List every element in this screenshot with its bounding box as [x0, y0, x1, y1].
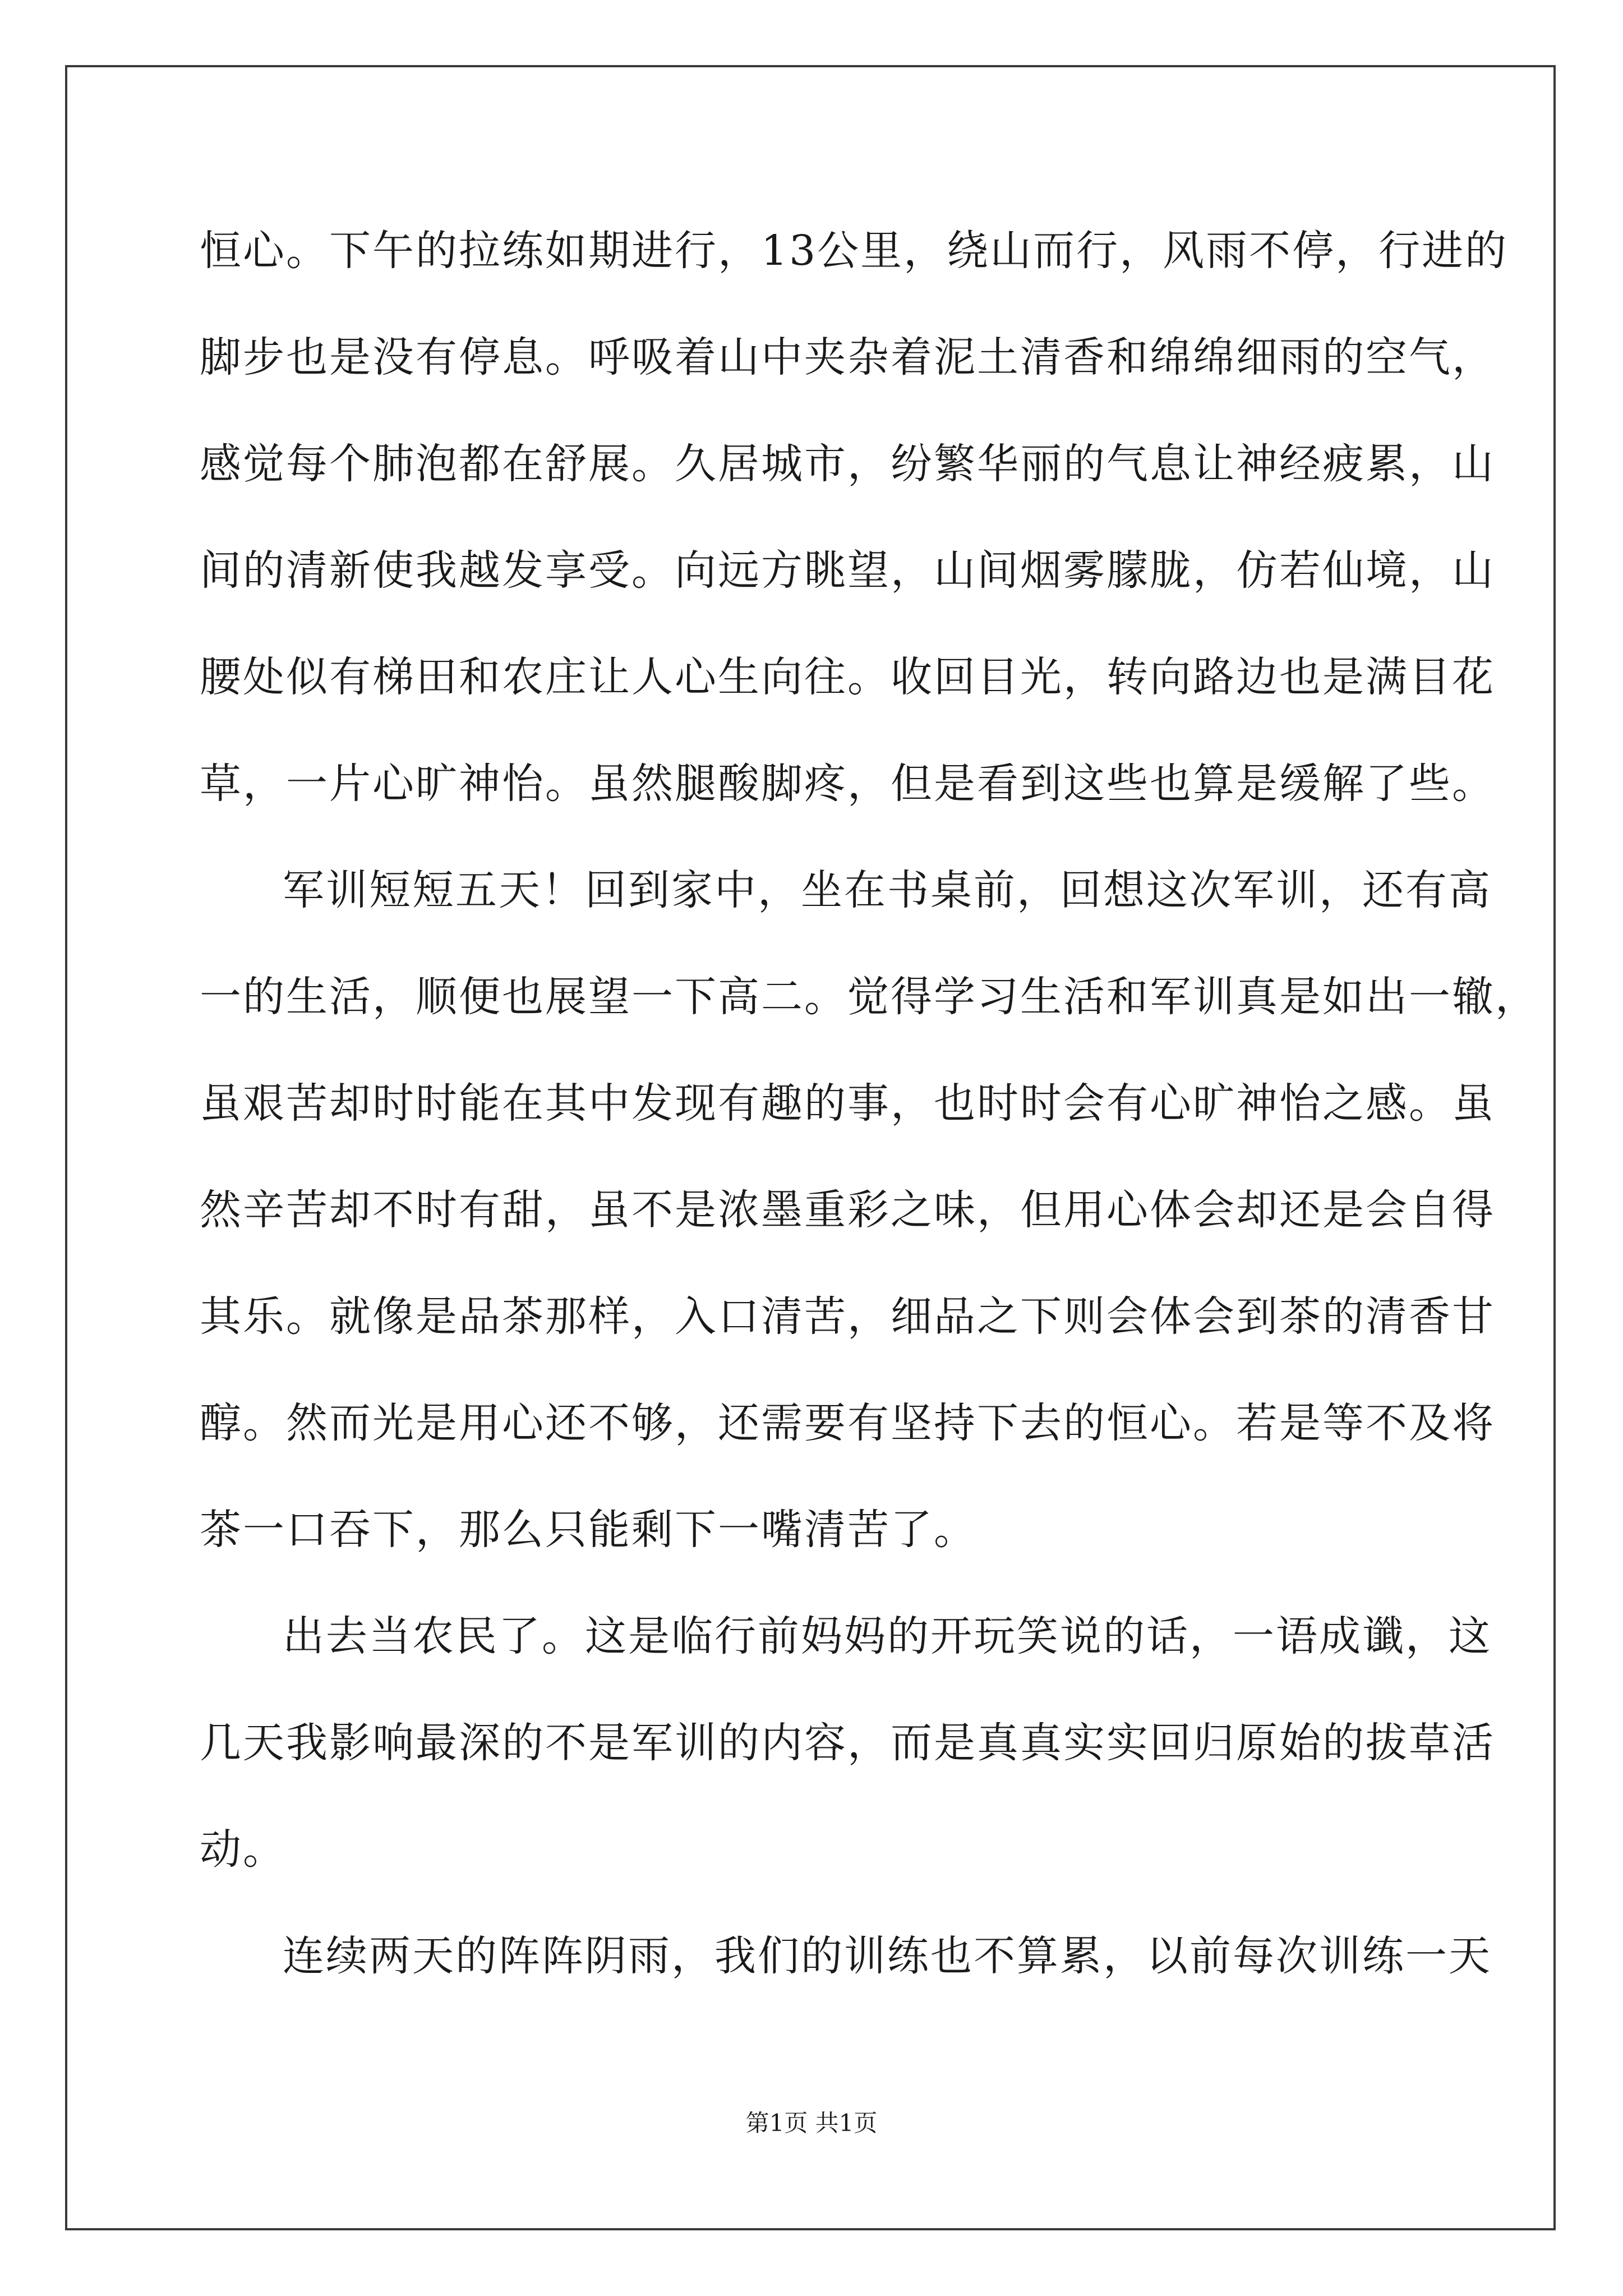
- paragraph-first-line: 军训短短五天！回到家中，坐在书桌前，回想这次军训，还有高: [283, 866, 1492, 914]
- text-line: 恒心。下午的拉练如期进行，13公里，绕山而行，风雨不停，行进的: [200, 227, 1509, 275]
- page-border: [65, 65, 1556, 2230]
- text-line: 草，一片心旷神怡。虽然腿酸脚疼，但是看到这些也算是缓解了些。: [200, 760, 1495, 808]
- text-line: 醇。然而光是用心还不够，还需要有坚持下去的恒心。若是等不及将: [200, 1399, 1495, 1447]
- text-line: 感觉每个肺泡都在舒展。久居城市，纷繁华丽的气息让神经疲累，山: [200, 440, 1495, 488]
- text-line: 间的清新使我越发享受。向远方眺望，山间烟雾朦胧，仿若仙境，山: [200, 546, 1495, 595]
- text-line: 脚步也是没有停息。呼吸着山中夹杂着泥土清香和绵绵细雨的空气，: [200, 333, 1495, 381]
- text-line: 动。: [200, 1825, 286, 1874]
- text-line: 几天我影响最深的不是军训的内容，而是真真实实回归原始的拔草活: [200, 1719, 1495, 1767]
- text-line: 虽艰苦却时时能在其中发现有趣的事，也时时会有心旷神怡之感。虽: [200, 1079, 1495, 1128]
- page-number-footer: 第1页 共1页: [745, 2109, 878, 2137]
- text-line: 然辛苦却不时有甜，虽不是浓墨重彩之味，但用心体会却还是会自得: [200, 1186, 1495, 1234]
- paragraph-first-line: 连续两天的阵阵阴雨，我们的训练也不算累，以前每次训练一天: [283, 1932, 1492, 1980]
- text-line: 腰处似有梯田和农庄让人心生向往。收回目光，转向路边也是满目花: [200, 653, 1495, 701]
- text-line: 茶一口吞下，那么只能剩下一嘴清苦了。: [200, 1506, 977, 1554]
- text-line: 其乐。就像是品茶那样，入口清苦，细品之下则会体会到茶的清香甘: [200, 1292, 1495, 1341]
- paragraph-first-line: 出去当农民了。这是临行前妈妈的开玩笑说的话，一语成谶，这: [283, 1612, 1492, 1660]
- text-line: 一的生活，顺便也展望一下高二。觉得学习生活和军训真是如出一辙，: [200, 973, 1538, 1021]
